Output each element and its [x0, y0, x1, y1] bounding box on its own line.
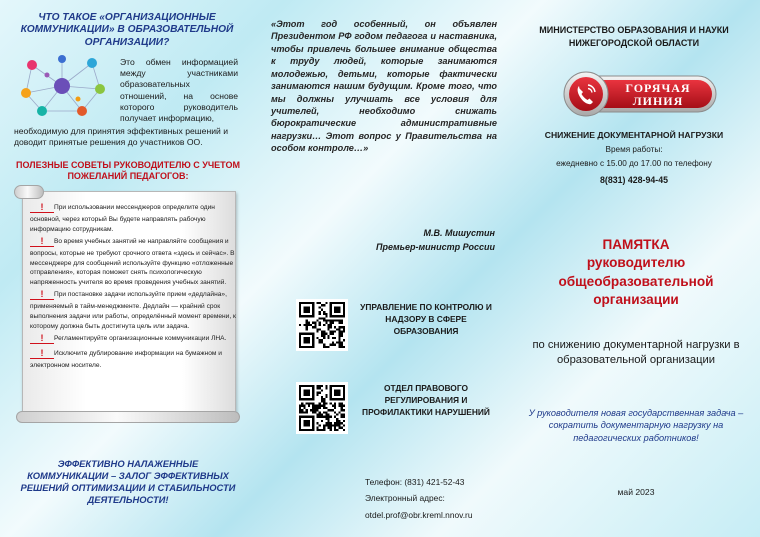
- tip-text: При постановке задачи используйте прием «дедлайна», применяемый в тайм-менеджменте. Дедлайн — крайний срок выполнения задачи или работы, определённый момент времени, к которому должна быть достигнута цель или задача.: [30, 291, 236, 330]
- org-control-supervision: УПРАВЛЕНИЕ ПО КОНТРОЛЮ И НАДЗОРУ В СФЕРЕ ОБРАЗОВАНИЯ: [360, 302, 492, 337]
- hotline-hours: ежедневно с 15.00 до 17.00 по телефону: [556, 159, 712, 168]
- email-label: Электронный адрес:: [365, 493, 445, 504]
- intro-text-part1: Это обмен информацией между участниками образовательных отношений, на основе которого руководитель получает информацию,: [120, 57, 238, 123]
- memo-note: У руководителя новая государственная задача – сократить документарную нагрузку на педагогических работников!: [528, 408, 744, 443]
- quote-author-position: Премьер-министр России: [376, 242, 495, 252]
- qr-code-icon[interactable]: [296, 299, 348, 351]
- ministry-name: МИНИСТЕРСТВО ОБРАЗОВАНИЯ И НАУКИ НИЖЕГОРОДСКОЙ ОБЛАСТИ: [539, 25, 729, 49]
- hotline-badge: [562, 70, 720, 118]
- intro-text-part2: необходимую для принятия эффективных решений и доводит принятые решения до участников ОО.: [14, 126, 229, 148]
- warning-icon: !: [30, 201, 54, 213]
- network-icon: [12, 53, 112, 119]
- memo-date: май 2023: [617, 487, 655, 497]
- hotline-hours-label: Время работы:: [605, 145, 663, 154]
- email-address[interactable]: otdel.prof@obr.kreml.nnov.ru: [365, 509, 473, 520]
- tip-text: При использовании мессенджеров определите один основной, через который Вы будете направлять рабочую информацию сотрудникам.: [30, 204, 215, 233]
- left-panel: [0, 0, 253, 537]
- tips-scroll: [14, 185, 242, 423]
- tip-item: [30, 237, 236, 287]
- tip-text: Во время учебных занятий не направляйте сообщения и вопросы, которые не требуют срочного ответа «здесь и сейчас». В мессенджере для сообщений используйте функцию «отложенные отправления», которая поможет снять психологическую напряженность учителя во время проведения учебных занятий.: [30, 238, 235, 286]
- warning-icon: !: [30, 235, 54, 247]
- tip-text: Исключите дублирование информации на бумажном и электронном носителе.: [30, 350, 222, 370]
- memo-subtitle: руководителю общеобразовательной организации: [558, 255, 714, 308]
- warning-icon: !: [30, 332, 54, 344]
- tips-list: [30, 203, 236, 374]
- scroll-bottom-roll: [16, 411, 240, 423]
- quote-text: «Этот год особенный, он объявлен Президентом РФ годом педагога и наставника, чтобы привлечь большее внимание общества к труду людей, которые занимаются молодежью, детьми, которые фактически занимаются нашим будущим. Кроме того, что мы должны улучшать все условия для учителей, необходимо снижать бюрократические административные нагрузки… Этот вопрос у Правительства на особом контроле…»: [271, 19, 497, 154]
- effective-communications-slogan: ЭФФЕКТИВНО НАЛАЖЕННЫЕ КОММУНИКАЦИИ – ЗАЛОГ ЭФФЕКТИВНЫХ РЕШЕНИЙ ОПТИМИЗАЦИИ И СТАБИЛЬНОСТИ ДЕЯТЕЛЬНОСТИ!: [20, 458, 236, 506]
- middle-panel: [253, 0, 506, 537]
- warning-icon: !: [30, 347, 54, 359]
- phone-line: Телефон: (831) 421-52-43: [365, 477, 465, 487]
- warning-icon: !: [30, 288, 54, 300]
- tip-item: [30, 334, 236, 346]
- tip-text: Регламентируйте организационные коммуникации ЛНА.: [54, 335, 227, 343]
- qr-code-icon[interactable]: [296, 382, 348, 434]
- quote-author: М.В. Мишустин: [423, 228, 495, 238]
- hotline-topic: СНИЖЕНИЕ ДОКУМЕНТАРНОЙ НАГРУЗКИ: [544, 130, 724, 140]
- scroll-top-roll: [14, 185, 44, 199]
- tip-item: [30, 290, 236, 331]
- memo-title: ПАМЯТКА: [602, 237, 670, 252]
- tips-title: ПОЛЕЗНЫЕ СОВЕТЫ РУКОВОДИТЕЛЮ С УЧЕТОМ ПОЖЕЛАНИЙ ПЕДАГОГОВ:: [16, 160, 240, 182]
- tip-item: [30, 203, 236, 234]
- contacts-block: [365, 474, 505, 523]
- hotline-phone[interactable]: 8(831) 428-94-45: [600, 175, 668, 185]
- hotline-badge-line2: ЛИНИЯ: [632, 94, 684, 108]
- org-legal-department: ОТДЕЛ ПРАВОВОГО РЕГУЛИРОВАНИЯ И ПРОФИЛАКТИКИ НАРУШЕНИЙ: [362, 383, 490, 418]
- right-panel: [506, 0, 760, 537]
- hotline-badge-line1: ГОРЯЧАЯ: [625, 81, 691, 95]
- memo-title-block: [520, 236, 752, 309]
- memo-text: по снижению документарной нагрузки в образовательной организации: [532, 339, 740, 367]
- communications-title: ЧТО ТАКОЕ «ОРГАНИЗАЦИОННЫЕ КОММУНИКАЦИИ» В ОБРАЗОВАТЕЛЬНОЙ ОРГАНИЗАЦИИ?: [20, 12, 234, 48]
- tip-item: [30, 349, 236, 371]
